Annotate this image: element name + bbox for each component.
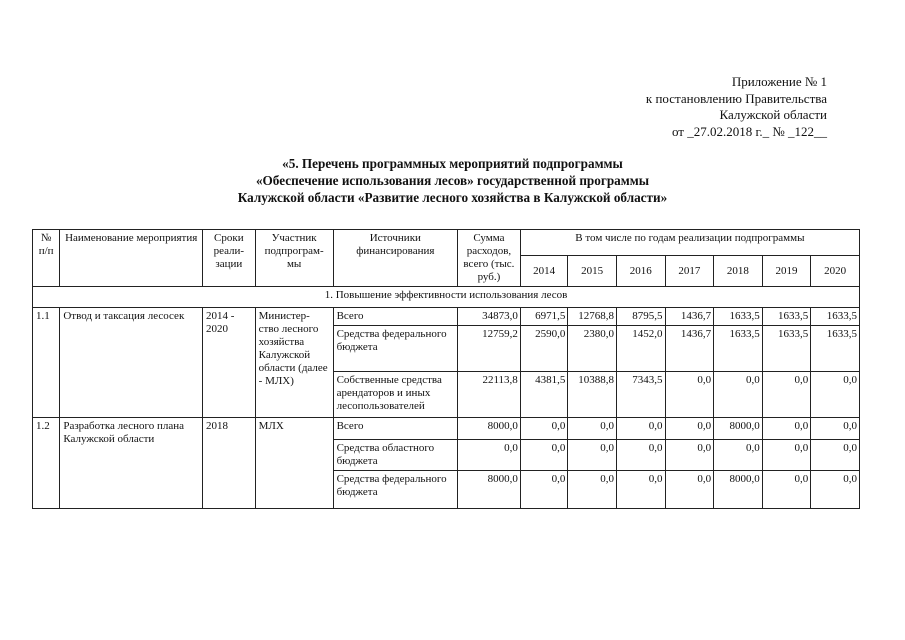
header-sources: Источники финансирования xyxy=(333,230,457,287)
year-cell: 0,0 xyxy=(762,418,811,440)
year-cell: 0,0 xyxy=(665,372,714,418)
year-cell: 1633,5 xyxy=(714,308,763,326)
year-cell: 4381,5 xyxy=(520,372,568,418)
title-line-2: «Обеспечение использования лесов» государственной программы xyxy=(255,173,650,188)
appendix-line-2: к постановлению Правительства xyxy=(645,90,827,106)
year-cell: 1436,7 xyxy=(665,308,714,326)
program-activities-table xyxy=(32,229,860,509)
header-year: 2016 xyxy=(616,256,665,287)
total-cell: 34873,0 xyxy=(458,308,521,326)
item-terms: 2014 - 2020 xyxy=(203,308,256,418)
table-row xyxy=(33,308,860,326)
funding-source: Всего xyxy=(333,308,457,326)
section-title: 1. Повышение эффективности использования лесов xyxy=(33,287,860,308)
year-cell: 1452,0 xyxy=(616,326,665,372)
year-cell: 1633,5 xyxy=(762,326,811,372)
total-cell: 8000,0 xyxy=(458,471,521,509)
header-participant: Участник подпрограм-мы xyxy=(255,230,333,287)
year-cell: 0,0 xyxy=(616,471,665,509)
header-year: 2017 xyxy=(665,256,714,287)
year-cell: 0,0 xyxy=(665,471,714,509)
header-name: Наименование мероприятия xyxy=(60,230,203,287)
year-cell: 0,0 xyxy=(811,440,860,471)
item-name: Отвод и таксация лесосек xyxy=(60,308,203,418)
year-cell: 6971,5 xyxy=(520,308,568,326)
item-num: 1.2 xyxy=(33,418,60,509)
year-cell: 8000,0 xyxy=(714,471,763,509)
year-cell: 0,0 xyxy=(811,418,860,440)
year-cell: 0,0 xyxy=(762,440,811,471)
year-cell: 8795,5 xyxy=(616,308,665,326)
total-cell: 8000,0 xyxy=(458,418,521,440)
table-row xyxy=(33,418,860,440)
document-title xyxy=(180,155,725,206)
appendix-line-4: от _27.02.2018 г._ № _122__ xyxy=(671,123,827,139)
title-line-3: Калужской области «Развитие лесного хозяйства в Калужской области» xyxy=(237,190,668,205)
funding-source: Средства областного бюджета xyxy=(333,440,457,471)
year-cell: 0,0 xyxy=(568,440,617,471)
year-cell: 7343,5 xyxy=(616,372,665,418)
header-terms: Сроки реали-зации xyxy=(203,230,256,287)
header-year: 2018 xyxy=(714,256,763,287)
total-cell: 12759,2 xyxy=(458,326,521,372)
year-cell: 0,0 xyxy=(762,471,811,509)
year-cell: 0,0 xyxy=(568,418,617,440)
year-cell: 0,0 xyxy=(520,440,568,471)
year-cell: 0,0 xyxy=(665,440,714,471)
year-cell: 0,0 xyxy=(616,440,665,471)
year-cell: 0,0 xyxy=(665,418,714,440)
year-cell: 10388,8 xyxy=(568,372,617,418)
total-cell: 22113,8 xyxy=(458,372,521,418)
funding-source: Средства федерального бюджета xyxy=(333,471,457,509)
header-year: 2015 xyxy=(568,256,617,287)
year-cell: 12768,8 xyxy=(568,308,617,326)
item-participant: МЛХ xyxy=(255,418,333,509)
section-row xyxy=(33,287,860,308)
header-year: 2020 xyxy=(811,256,860,287)
appendix-line-3: Калужской области xyxy=(719,107,827,122)
funding-source: Собственные средства арендаторов и иных лесопользователей xyxy=(333,372,457,418)
header-year: 2019 xyxy=(762,256,811,287)
year-cell: 1633,5 xyxy=(811,326,860,372)
year-cell: 0,0 xyxy=(520,471,568,509)
year-cell: 0,0 xyxy=(811,471,860,509)
header-year: 2014 xyxy=(520,256,568,287)
year-cell: 0,0 xyxy=(714,440,763,471)
funding-source: Всего xyxy=(333,418,457,440)
item-num: 1.1 xyxy=(33,308,60,418)
header-by-years: В том числе по годам реализации подпрограммы xyxy=(520,230,859,256)
year-cell: 2380,0 xyxy=(568,326,617,372)
year-cell: 0,0 xyxy=(714,372,763,418)
funding-source: Средства федерального бюджета xyxy=(333,326,457,372)
item-name: Разработка лесного плана Калужской области xyxy=(60,418,203,509)
total-cell: 0,0 xyxy=(458,440,521,471)
year-cell: 0,0 xyxy=(520,418,568,440)
year-cell: 1633,5 xyxy=(762,308,811,326)
year-cell: 1633,5 xyxy=(714,326,763,372)
year-cell: 0,0 xyxy=(568,471,617,509)
title-line-1: «5. Перечень программных мероприятий подпрограммы xyxy=(282,156,623,171)
item-terms: 2018 xyxy=(203,418,256,509)
year-cell: 0,0 xyxy=(762,372,811,418)
year-cell: 0,0 xyxy=(811,372,860,418)
header-num: № п/п xyxy=(33,230,60,287)
year-cell: 0,0 xyxy=(616,418,665,440)
header-row-1 xyxy=(33,230,860,256)
appendix-line-1: Приложение № 1 xyxy=(731,74,827,89)
year-cell: 1633,5 xyxy=(811,308,860,326)
year-cell: 8000,0 xyxy=(714,418,763,440)
year-cell: 2590,0 xyxy=(520,326,568,372)
item-participant: Министер-ство лесного хозяйства Калужской области (далее - МЛХ) xyxy=(255,308,333,418)
header-total: Сумма расходов, всего (тыс. руб.) xyxy=(458,230,521,287)
appendix-header xyxy=(646,74,827,140)
year-cell: 1436,7 xyxy=(665,326,714,372)
